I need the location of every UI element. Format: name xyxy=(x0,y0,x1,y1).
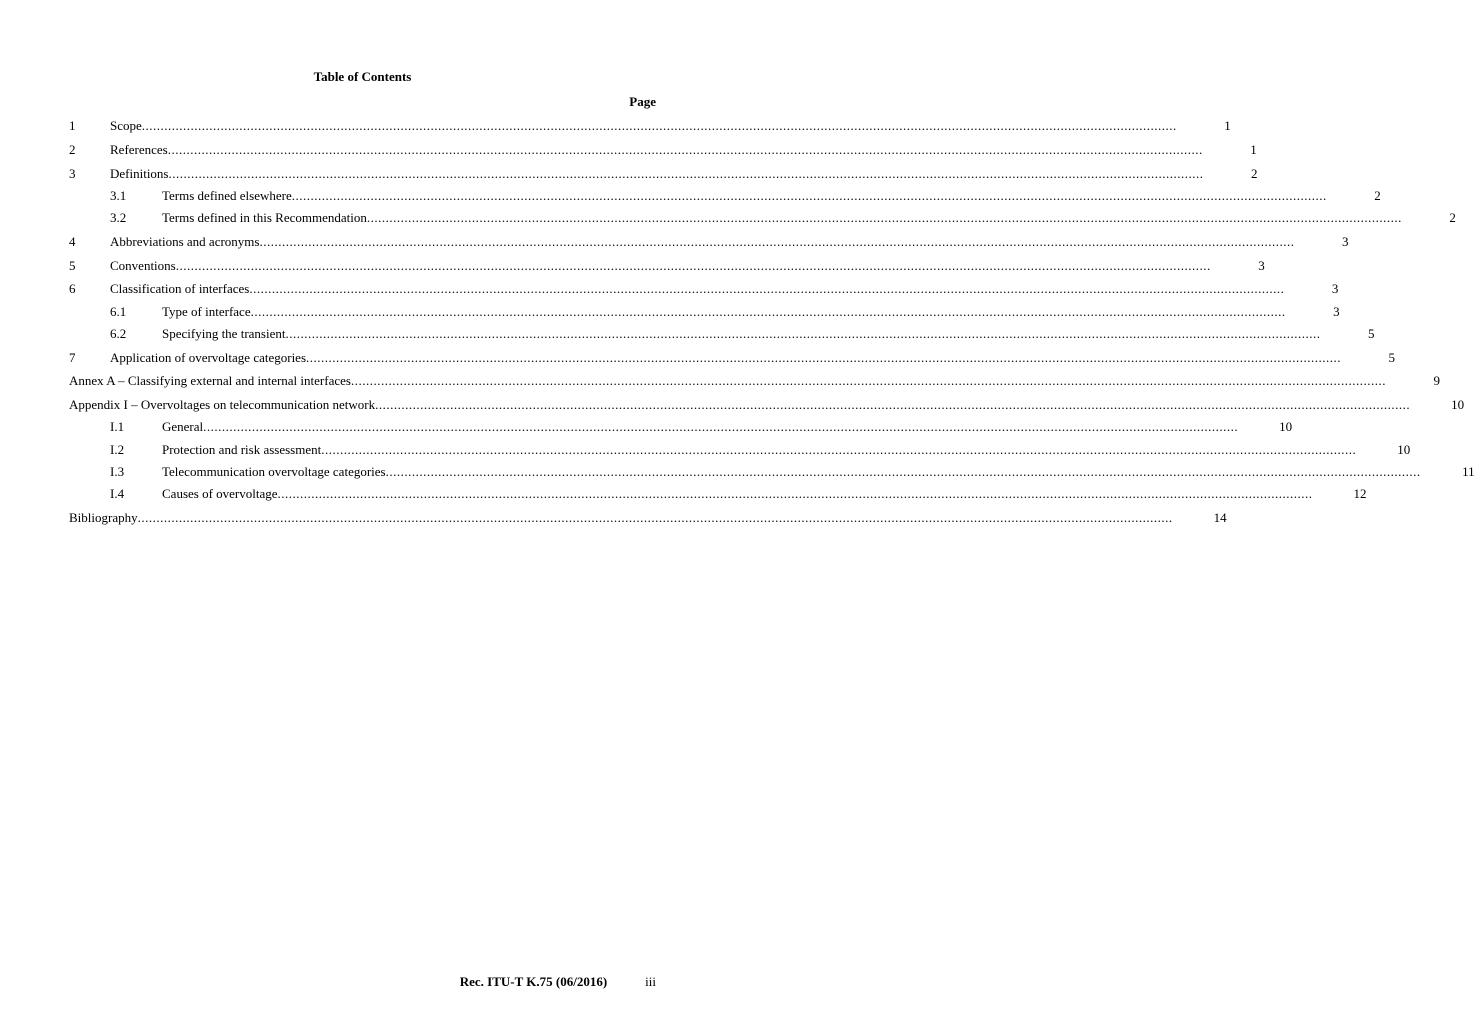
toc-subentry[interactable] xyxy=(69,325,1375,342)
toc-entry-page: 2 xyxy=(1251,165,1258,181)
toc-entry-number: 1 xyxy=(69,118,76,133)
toc-subentry[interactable] xyxy=(69,441,1411,458)
dot-leader xyxy=(176,258,1211,274)
toc-entry-number: 3.2 xyxy=(110,209,127,225)
toc-entry-label: Scope xyxy=(110,118,142,133)
dot-leader xyxy=(386,464,1421,480)
toc-entry-page: 1 xyxy=(1224,118,1231,133)
page-column-header: Page xyxy=(629,94,656,109)
dot-leader xyxy=(285,326,1320,342)
toc-entry[interactable] xyxy=(69,118,1231,134)
toc-entry-bibliography[interactable] xyxy=(69,509,1227,526)
dot-leader xyxy=(292,188,1327,204)
toc-entry-page: 3 xyxy=(1331,281,1339,297)
toc-entry-label: Abbreviations and acronyms xyxy=(110,233,260,249)
toc-entry-annex[interactable] xyxy=(69,373,1440,389)
toc-entry-label: Annex A – Classifying external and internal interfaces xyxy=(69,373,351,389)
dot-leader xyxy=(169,166,1204,182)
toc-entry-label: Bibliography xyxy=(69,509,138,525)
page-footer xyxy=(460,974,656,990)
toc-entry-number: 6.2 xyxy=(110,325,127,341)
dot-leader xyxy=(168,142,1203,158)
toc-entry-number: I.3 xyxy=(110,463,125,479)
toc-entry-page: 10 xyxy=(1397,441,1411,457)
toc-entry-page: 10 xyxy=(1451,397,1465,413)
table-of-contents xyxy=(69,118,1475,526)
dot-leader xyxy=(321,442,1356,458)
toc-entry-label: Causes of overvoltage xyxy=(162,485,278,501)
dot-leader xyxy=(259,234,1294,250)
toc-entry-number: 5 xyxy=(69,257,76,273)
toc-entry-number: 2 xyxy=(69,141,76,157)
toc-entry[interactable] xyxy=(69,165,1258,182)
toc-entry[interactable] xyxy=(69,141,1257,158)
toc-entry-page: 1 xyxy=(1250,141,1257,157)
toc-entry[interactable] xyxy=(69,233,1349,250)
toc-entry-label: Specifying the transient xyxy=(162,325,286,341)
toc-entry-page: 3 xyxy=(1258,257,1265,273)
toc-entry-number: I.4 xyxy=(110,485,125,501)
toc-subentry[interactable] xyxy=(69,209,1456,226)
page-number: iii xyxy=(645,974,656,989)
toc-entry-appendix[interactable] xyxy=(69,397,1465,413)
dot-leader xyxy=(278,486,1313,502)
toc-entry-page: 14 xyxy=(1213,509,1227,525)
toc-entry-label: Application of overvoltage categories xyxy=(110,349,307,365)
toc-entry-label: Telecommunication overvoltage categories xyxy=(162,463,386,479)
toc-entry-page: 3 xyxy=(1341,233,1349,249)
toc-entry-page: 11 xyxy=(1462,463,1475,479)
recommendation-id: Rec. ITU-T K.75 (06/2016) xyxy=(459,974,608,989)
toc-entry-label: Conventions xyxy=(110,257,176,273)
toc-entry[interactable] xyxy=(69,349,1396,366)
toc-entry-number: 3.1 xyxy=(110,187,127,203)
toc-entry-number: 3 xyxy=(69,165,76,181)
toc-entry-number: 4 xyxy=(69,233,76,249)
toc-entry[interactable] xyxy=(69,257,1265,274)
toc-entry-label: General xyxy=(162,419,204,435)
toc-entry-page: 3 xyxy=(1333,303,1340,319)
toc-entry-page: 5 xyxy=(1367,325,1375,341)
toc-entry-label: References xyxy=(110,141,168,157)
toc-entry-label: Definitions xyxy=(110,165,169,181)
dot-leader xyxy=(367,210,1402,226)
toc-entry-number: 7 xyxy=(69,349,76,365)
toc-entry-page: 5 xyxy=(1388,349,1396,365)
toc-entry-label: Appendix I – Overvoltages on telecommunication network xyxy=(69,397,376,413)
toc-subentry[interactable] xyxy=(69,187,1381,204)
toc-entry-number: 6 xyxy=(69,281,76,297)
toc-entry-number: I.1 xyxy=(110,419,125,435)
toc-subentry[interactable] xyxy=(69,419,1293,435)
toc-entry-label: Protection and risk assessment xyxy=(162,441,322,457)
dot-leader xyxy=(375,397,1410,413)
dot-leader xyxy=(249,281,1284,297)
toc-entry-page: 12 xyxy=(1353,485,1367,501)
toc-title: Table of Contents xyxy=(313,69,412,84)
dot-leader xyxy=(251,304,1286,320)
toc-subentry[interactable] xyxy=(69,303,1340,320)
dot-leader xyxy=(142,118,1177,134)
toc-entry-label: Classification of interfaces xyxy=(110,281,250,297)
toc-entry-page: 9 xyxy=(1433,373,1440,389)
toc-entry-page: 10 xyxy=(1279,419,1293,435)
toc-entry-label: Terms defined elsewhere xyxy=(162,187,292,203)
toc-entry-page: 2 xyxy=(1374,187,1381,203)
dot-leader xyxy=(203,419,1238,435)
toc-entry-page: 2 xyxy=(1449,209,1456,225)
toc-entry[interactable] xyxy=(69,281,1339,297)
toc-subentry[interactable] xyxy=(69,485,1367,502)
toc-entry-number: 6.1 xyxy=(110,303,127,319)
dot-leader xyxy=(351,373,1386,389)
dot-leader xyxy=(138,510,1173,526)
toc-entry-label: Type of interface xyxy=(162,303,251,319)
toc-entry-number: I.2 xyxy=(110,441,125,457)
dot-leader xyxy=(306,350,1341,366)
toc-subentry[interactable] xyxy=(69,463,1475,480)
toc-entry-label: Terms defined in this Recommendation xyxy=(162,209,367,225)
